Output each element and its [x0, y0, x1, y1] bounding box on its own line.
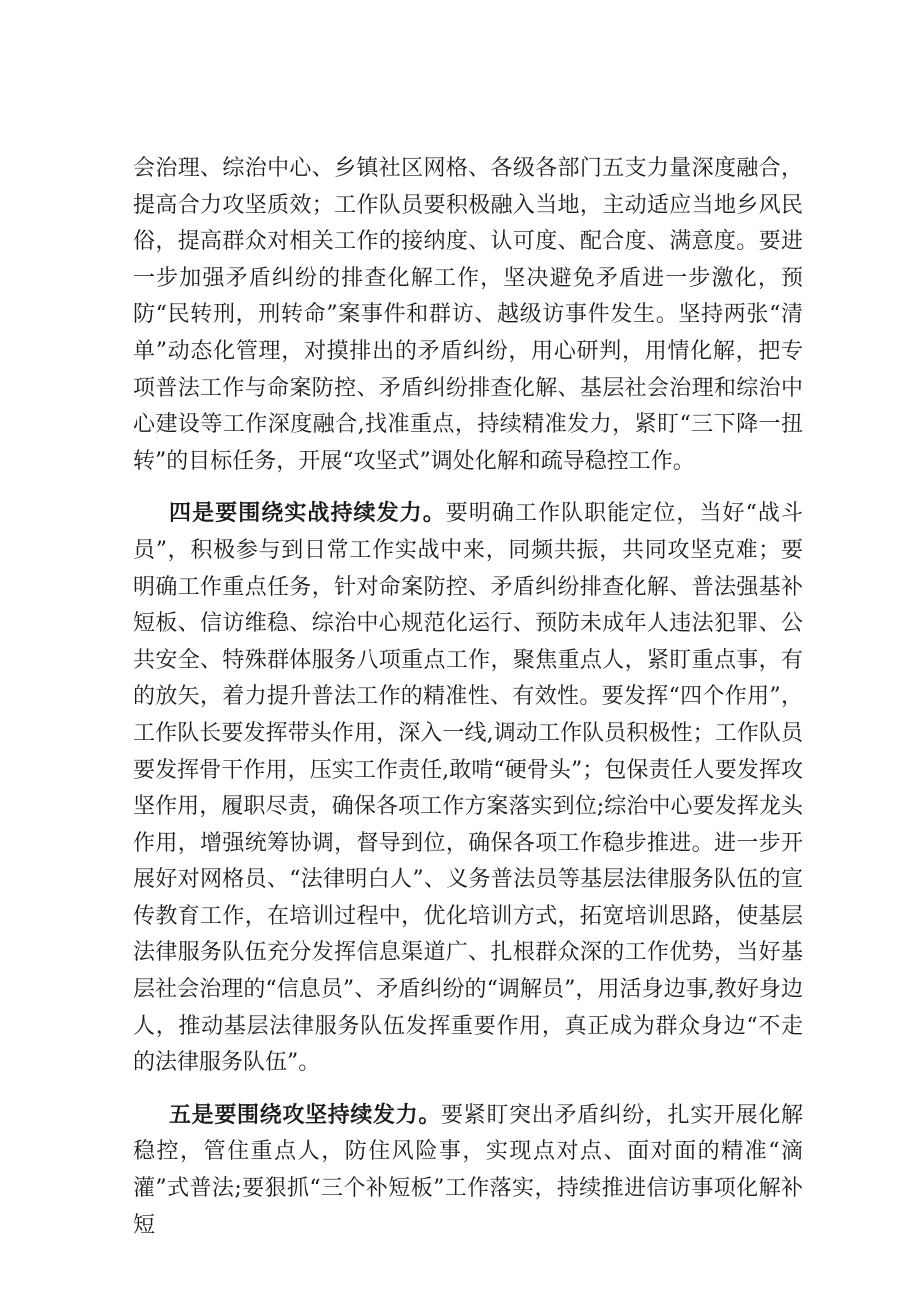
paragraph-heading: 五是要围绕攻坚持续发力。: [169, 1102, 441, 1128]
paragraph-text: 要明确工作队职能定位，当好“战斗员”，积极参与到日常工作实战中来，同频共振，共同攻坚克难；要明确工作重点任务，针对命案防控、矛盾纠纷排查化解、普法强基补短板、信访维稳、综治中心规范化运行、预防未成年人违法犯罪、公共安全、特殊群体服务八项重点工作，聚焦重点人，紧盯重点事，有的放矢，着力提升普法工作的精准性、有效性。要发挥“四个作用”，工作队长要发挥带头作用，深入一线,调动工作队员积极性；工作队员要发挥骨干作用，压实工作责任,敢啃“硬骨头”；包保责任人要发挥攻坚作用，履职尽责，确保各项工作方案落实到位;综治中心要发挥龙头作用，增强统筹协调，督导到位，确保各项工作稳步推进。进一步开展好对网格员、“法律明白人”、义务普法员等基层法律服务队伍的宣传教育工作，在培训过程中，优化培训方式，拓宽培训思路，使基层法律服务队伍充分发挥信息渠道广、扎根群众深的工作优势，当好基层社会治理的“信息员”、矛盾纠纷的“调解员”，用活身边事,教好身边人，推动基层法律服务队伍发挥重要作用，真正成为群众身边“不走的法律服务队伍”。: [133, 501, 803, 1076]
paragraph-section-four: [133, 496, 803, 1082]
paragraph-section-five: [133, 1098, 803, 1244]
document-body: [133, 151, 803, 1260]
paragraph-text: 要紧盯突出矛盾纠纷，扎实开展化解稳控，管住重点人，防住风险事，实现点对点、面对面的精准“滴灌”式普法;要狠抓“三个补短板”工作落实，持续推进信访事项化解补短: [133, 1102, 803, 1238]
paragraph-text: 会治理、综治中心、乡镇社区网格、各级各部门五支力量深度融合，提高合力攻坚质效；工作队员要积极融入当地，主动适应当地乡风民俗，提高群众对相关工作的接纳度、认可度、配合度、满意度。要进一步加强矛盾纠纷的排查化解工作，坚决避免矛盾进一步激化，预防“民转刑，刑转命”案事件和群访、越级访事件发生。坚持两张“清单”动态化管理，对摸排出的矛盾纠纷，用心研判，用情化解，把专项普法工作与命案防控、矛盾纠纷排查化解、基层社会治理和综治中心建设等工作深度融合,找准重点，持续精准发力，紧盯“三下降一扭转”的目标任务，开展“攻坚式”调处化解和疏导稳控工作。: [133, 156, 803, 474]
paragraph-continuation: [133, 151, 803, 480]
paragraph-heading: 四是要围绕实战持续发力。: [169, 501, 446, 527]
